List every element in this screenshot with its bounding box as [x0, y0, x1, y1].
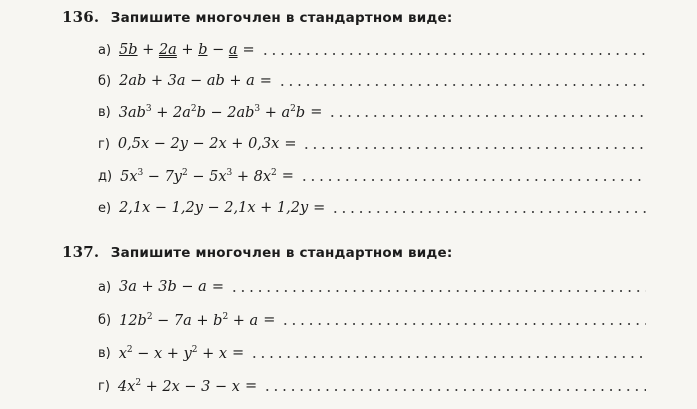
item-label: в) [98, 345, 111, 361]
answer-line[interactable] [250, 356, 646, 358]
expression: $5x^3 - 7y^2 - 5x^3 + 8x^2$ [120, 167, 277, 185]
answer-line[interactable] [302, 147, 646, 149]
expression: 3a + 3b − a [119, 279, 207, 295]
task-number: 136. [62, 8, 100, 26]
exercise-row [98, 134, 646, 154]
task-137-heading [62, 243, 452, 261]
item-label: б) [98, 312, 112, 328]
equals-sign: = [232, 345, 245, 361]
expression: $3ab^3 + 2a^2b - 2ab^3 + a^2b$ [118, 103, 306, 121]
answer-line[interactable] [281, 323, 646, 325]
equals-sign: = [211, 279, 224, 295]
exercise-row [98, 198, 646, 218]
exercise-row [98, 166, 646, 186]
item-label: в) [98, 104, 111, 120]
task-136-heading [62, 8, 452, 26]
answer-line[interactable] [278, 84, 646, 86]
answer-line[interactable] [261, 53, 646, 55]
task-instruction: Запишите многочлен в стандартном виде: [110, 10, 453, 26]
item-label: е) [98, 200, 112, 216]
equals-sign: = [284, 136, 297, 152]
exercise-row [98, 310, 646, 330]
expression: $4x^2 + 2x - 3 - x$ [117, 377, 240, 395]
exercise-row [98, 343, 646, 363]
exercise-row [98, 277, 646, 297]
item-label: д) [98, 168, 113, 184]
item-label: б) [98, 73, 112, 89]
answer-line[interactable] [230, 290, 646, 292]
equals-sign: = [263, 312, 276, 328]
exercise-row [98, 102, 646, 122]
expression: 2,1x − 1,2y − 2,1x + 1,2y [119, 200, 309, 216]
answer-line[interactable] [300, 179, 646, 181]
answer-line[interactable] [328, 115, 646, 117]
equals-sign: = [313, 200, 326, 216]
task-instruction: Запишите многочлен в стандартном виде: [110, 245, 453, 261]
item-label: а) [98, 42, 112, 58]
equals-sign: = [259, 73, 272, 89]
expression: 5b + 2a + b − a [119, 42, 238, 58]
equals-sign: = [310, 104, 323, 120]
equals-sign: = [244, 378, 258, 394]
answer-line[interactable] [331, 211, 646, 213]
expression: $12b^2 - 7a + b^2 + a$ [119, 311, 259, 329]
exercise-row [98, 376, 646, 396]
answer-line[interactable] [263, 389, 646, 391]
expression: $x^2 - x + y^2 + x$ [118, 344, 228, 362]
equals-sign: = [242, 42, 255, 58]
item-label: г) [98, 136, 110, 152]
exercise-row [98, 71, 646, 91]
item-label: а) [98, 279, 112, 295]
task-number: 137. [62, 243, 100, 261]
expression: 0,5x − 2y − 2x + 0,3x [117, 136, 280, 152]
expression: 2ab + 3a − ab + a [119, 73, 255, 89]
item-label: г) [98, 378, 110, 394]
equals-sign: = [281, 168, 294, 184]
exercise-row [98, 40, 646, 60]
